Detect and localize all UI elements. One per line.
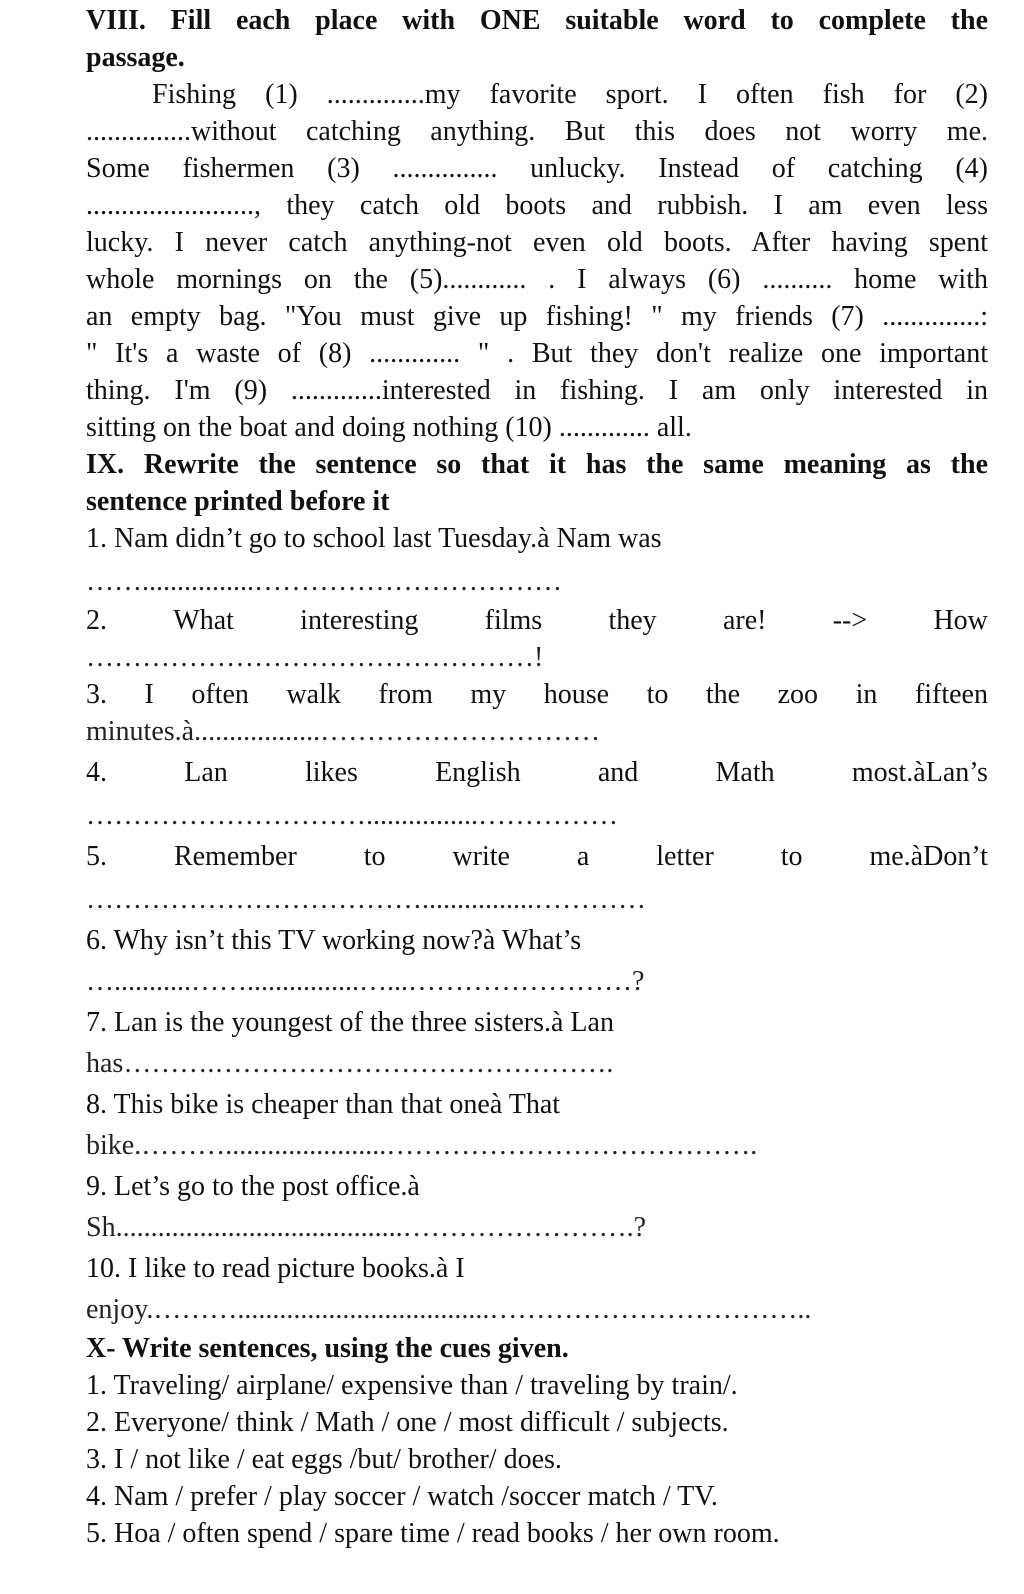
question-9: 9. Let’s go to the post office.à (86, 1171, 420, 1202)
q4-word: likes (304, 757, 358, 788)
question-1: 1. Nam didn’t go to school last Tuesday.à Nam was (86, 523, 662, 554)
question-6: 6. Why isn’t this TV working now?à What’s (86, 925, 582, 956)
passage-line: thing. I'm (9) .............interested in fishing. I am only interested in (86, 375, 988, 406)
section-8-heading-line-2: passage. (86, 42, 185, 73)
q4-word: most.àLan’s (851, 757, 988, 788)
answer-line-8: bike.……….......................…………………………………. (86, 1130, 758, 1161)
q4-word: and (597, 757, 639, 788)
q5-word: Remember (173, 841, 297, 872)
q2-word: How (933, 605, 988, 636)
q3-word: fifteen (914, 679, 988, 710)
section-10 (86, 1330, 988, 1552)
q5-word: to (780, 841, 803, 872)
q4-word: 4. (86, 757, 107, 788)
q4-word: Lan (184, 757, 228, 788)
question-5 (86, 838, 988, 875)
q5-word: to (363, 841, 386, 872)
question-7: 7. Lan is the youngest of the three sisters.à Lan (86, 1007, 614, 1038)
answer-line-4: …………………………................…………… (86, 800, 618, 831)
answer-line-7: has……….……………………………………. (86, 1048, 614, 1079)
section-8-heading-line-1: VIII. Fill each place with ONE suitable word to complete the (86, 5, 988, 36)
passage-line: ...............without catching anything. But this does not worry me. (86, 116, 988, 147)
passage-line: lucky. I never catch anything-not even old boots. After having spent (86, 227, 988, 258)
q4-word: Math (715, 757, 775, 788)
q5-word: write (452, 841, 510, 872)
q3-word: my (470, 679, 507, 710)
passage-line: ........................, they catch old boots and rubbish. I am even less (86, 190, 988, 221)
worksheet-page (86, 2, 988, 1552)
cue-item-4: 4. Nam / prefer / play soccer / watch /soccer match / TV. (86, 1481, 718, 1512)
passage-line: Some fishermen (3) ............... unlucky. Instead of catching (4) (86, 153, 988, 184)
question-10: 10. I like to read picture books.à I (86, 1253, 465, 1284)
answer-line-6: …...........……................…...……………………? (86, 966, 645, 997)
q2-word: interesting (300, 605, 419, 636)
passage-line: an empty bag. "You must give up fishing! " my friends (7) ..............: (86, 301, 988, 332)
q3-word: house (543, 679, 610, 710)
question-3 (86, 676, 988, 713)
q4-word: English (435, 757, 521, 788)
section-8 (86, 2, 988, 446)
q3-word: from (378, 679, 433, 710)
cue-item-1: 1. Traveling/ airplane/ expensive than / traveling by train/. (86, 1370, 738, 1401)
question-2 (86, 602, 988, 639)
passage-line: " It's a waste of (8) ............. " . But they don't realize one important (86, 338, 988, 369)
q2-word: are! (722, 605, 767, 636)
q3-word: the (705, 679, 741, 710)
passage-line: sitting on the boat and doing nothing (10) ............. all. (86, 412, 692, 443)
answer-line-1: ……................…………………………… (86, 566, 562, 597)
answer-line-3: minutes.à..................………………………… (86, 716, 601, 747)
section-9-heading-line-1: IX. Rewrite the sentence so that it has the same meaning as the (86, 449, 988, 480)
cue-item-2: 2. Everyone/ think / Math / one / most difficult / subjects. (86, 1407, 729, 1438)
q2-word: they (608, 605, 657, 636)
q3-word: often (191, 679, 249, 710)
q5-word: 5. (86, 841, 107, 872)
section-9 (86, 446, 988, 1328)
q2-word: --> (832, 605, 868, 636)
q5-word: me.àDon’t (869, 841, 988, 872)
q2-word: films (484, 605, 543, 636)
section-10-heading: X- Write sentences, using the cues given. (86, 1333, 569, 1364)
question-4 (86, 754, 988, 791)
answer-line-10: enjoy.………....................................…………………………….. (86, 1294, 812, 1325)
q3-word: to (646, 679, 669, 710)
q2-word: 2. (86, 605, 107, 636)
answer-line-2: …………………………………………! (86, 642, 544, 673)
q3-word: zoo (777, 679, 819, 710)
q2-word: What (173, 605, 234, 636)
answer-line-9: Sh.........................................…………………….? (86, 1212, 646, 1243)
cue-item-5: 5. Hoa / often spend / spare time / read books / her own room. (86, 1518, 780, 1549)
cue-item-3: 3. I / not like / eat eggs /but/ brother/ does. (86, 1444, 562, 1475)
passage-line: Fishing (1) ..............my favorite sport. I often fish for (2) (152, 79, 988, 110)
q3-word: 3. (86, 679, 107, 710)
q5-word: a (576, 841, 590, 872)
q3-word: in (855, 679, 878, 710)
q3-word: I (144, 679, 154, 710)
answer-line-5: ………………………………................………… (86, 884, 646, 915)
q3-word: walk (286, 679, 341, 710)
section-9-heading-line-2: sentence printed before it (86, 486, 390, 517)
passage-line: whole mornings on the (5)............ . I always (6) .......... home with (86, 264, 988, 295)
q5-word: letter (656, 841, 714, 872)
question-8: 8. This bike is cheaper than that oneà That (86, 1089, 561, 1120)
